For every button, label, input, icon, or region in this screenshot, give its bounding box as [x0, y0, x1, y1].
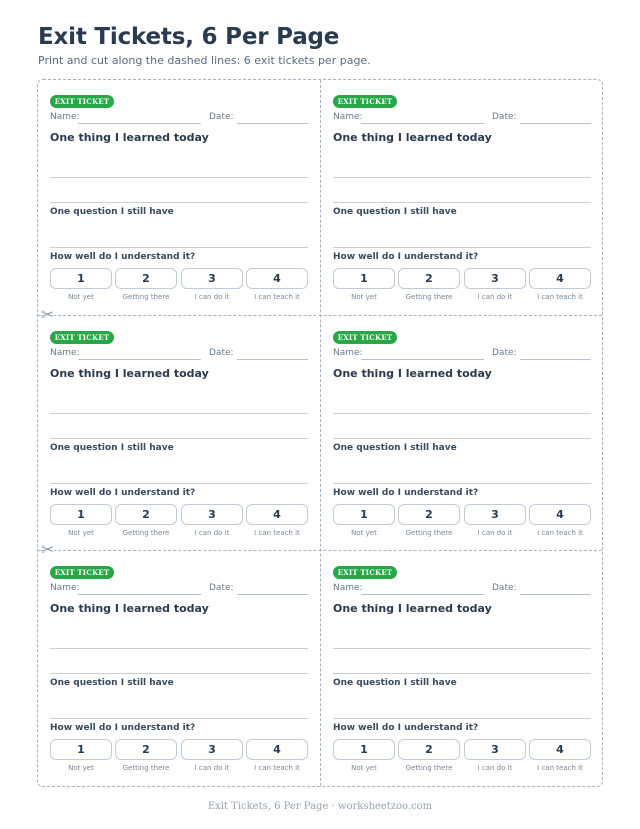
understanding-scale [50, 739, 308, 779]
learned-heading: One thing I learned today [333, 367, 492, 380]
scale-caption: Getting there [122, 529, 170, 537]
writing-line[interactable] [333, 718, 591, 719]
date-label: Date: [492, 112, 517, 122]
scale-caption: Not yet [351, 529, 377, 537]
writing-line[interactable] [50, 718, 308, 719]
scale-option-1[interactable]: 1 [333, 268, 395, 289]
scale-option-1[interactable]: 1 [333, 739, 395, 760]
scale-option-2[interactable]: 2 [115, 268, 177, 289]
scale-option-3[interactable]: 3 [464, 268, 526, 289]
exit-ticket-badge: EXIT TICKET [333, 566, 397, 579]
scale-caption: Not yet [68, 529, 94, 537]
writing-line[interactable] [50, 438, 308, 439]
scale-caption: Not yet [351, 293, 377, 301]
learned-heading: One thing I learned today [333, 602, 492, 615]
page-subtitle: Print and cut along the dashed lines: 6 exit tickets per page. [38, 54, 371, 67]
learned-heading: One thing I learned today [333, 131, 492, 144]
horizontal-cut-line [38, 315, 602, 316]
name-field[interactable] [78, 359, 201, 360]
scale-option-1[interactable]: 1 [50, 504, 112, 525]
writing-line[interactable] [50, 202, 308, 203]
understand-heading: How well do I understand it? [50, 723, 196, 733]
question-heading: One question I still have [50, 207, 174, 217]
exit-ticket [333, 95, 591, 313]
writing-line[interactable] [333, 673, 591, 674]
scale-option-2[interactable]: 2 [398, 268, 460, 289]
scale-caption: I can teach it [537, 293, 583, 301]
understanding-scale [50, 504, 308, 544]
name-label: Name: [50, 583, 80, 593]
name-field[interactable] [361, 123, 484, 124]
scissors-icon: ✂ [41, 305, 55, 324]
question-heading: One question I still have [333, 207, 457, 217]
scale-caption: I can teach it [254, 764, 300, 772]
name-label: Name: [333, 112, 363, 122]
scale-option-1[interactable]: 1 [50, 739, 112, 760]
date-label: Date: [209, 112, 234, 122]
writing-line[interactable] [50, 177, 308, 178]
scale-caption: I can teach it [254, 529, 300, 537]
name-label: Name: [333, 583, 363, 593]
scale-option-4[interactable]: 4 [529, 504, 591, 525]
understand-heading: How well do I understand it? [50, 488, 196, 498]
scale-option-4[interactable]: 4 [529, 739, 591, 760]
question-heading: One question I still have [333, 443, 457, 453]
exit-ticket [333, 331, 591, 549]
question-heading: One question I still have [50, 443, 174, 453]
writing-line[interactable] [333, 438, 591, 439]
scale-caption: Getting there [405, 529, 453, 537]
scale-option-4[interactable]: 4 [246, 268, 308, 289]
scale-caption: Not yet [68, 764, 94, 772]
exit-ticket-badge: EXIT TICKET [333, 95, 397, 108]
scale-caption: I can teach it [537, 764, 583, 772]
writing-line[interactable] [333, 177, 591, 178]
writing-line[interactable] [50, 648, 308, 649]
understand-heading: How well do I understand it? [50, 252, 196, 262]
scale-caption: I can do it [477, 293, 513, 301]
scale-option-4[interactable]: 4 [246, 739, 308, 760]
understanding-scale [50, 268, 308, 308]
scale-caption: I can do it [194, 529, 230, 537]
scale-caption: I can teach it [537, 529, 583, 537]
date-field[interactable] [520, 123, 591, 124]
scale-caption: I can do it [194, 764, 230, 772]
understanding-scale [333, 739, 591, 779]
name-label: Name: [50, 112, 80, 122]
scale-option-2[interactable]: 2 [115, 504, 177, 525]
date-label: Date: [209, 348, 234, 358]
scale-option-2[interactable]: 2 [398, 739, 460, 760]
scale-option-1[interactable]: 1 [333, 504, 395, 525]
exit-ticket [50, 331, 308, 549]
date-label: Date: [492, 583, 517, 593]
writing-line[interactable] [333, 413, 591, 414]
scale-option-3[interactable]: 3 [464, 739, 526, 760]
scale-caption: Getting there [122, 293, 170, 301]
understand-heading: How well do I understand it? [333, 488, 479, 498]
scale-caption: Getting there [405, 293, 453, 301]
name-field[interactable] [78, 594, 201, 595]
writing-line[interactable] [333, 483, 591, 484]
exit-ticket [333, 566, 591, 784]
exit-ticket-badge: EXIT TICKET [50, 331, 114, 344]
scale-caption: Not yet [351, 764, 377, 772]
exit-ticket-badge: EXIT TICKET [50, 95, 114, 108]
date-label: Date: [492, 348, 517, 358]
scale-option-2[interactable]: 2 [115, 739, 177, 760]
date-field[interactable] [237, 359, 308, 360]
vertical-cut-line [320, 80, 321, 786]
understanding-scale [333, 268, 591, 308]
scale-option-4[interactable]: 4 [246, 504, 308, 525]
understanding-scale [333, 504, 591, 544]
question-heading: One question I still have [333, 678, 457, 688]
writing-line[interactable] [50, 413, 308, 414]
writing-line[interactable] [333, 247, 591, 248]
scale-caption: Getting there [122, 764, 170, 772]
name-field[interactable] [361, 594, 484, 595]
name-field[interactable] [361, 359, 484, 360]
scale-caption: Not yet [68, 293, 94, 301]
writing-line[interactable] [333, 202, 591, 203]
scale-caption: I can do it [477, 529, 513, 537]
scale-caption: I can teach it [254, 293, 300, 301]
understand-heading: How well do I understand it? [333, 252, 479, 262]
date-field[interactable] [520, 594, 591, 595]
scale-option-3[interactable]: 3 [181, 268, 243, 289]
scale-caption: I can do it [477, 764, 513, 772]
scale-option-3[interactable]: 3 [181, 504, 243, 525]
scale-option-1[interactable]: 1 [50, 268, 112, 289]
date-label: Date: [209, 583, 234, 593]
learned-heading: One thing I learned today [50, 367, 209, 380]
question-heading: One question I still have [50, 678, 174, 688]
page-footer: Exit Tickets, 6 Per Page · worksheetzoo.com [207, 801, 433, 812]
exit-ticket-badge: EXIT TICKET [333, 331, 397, 344]
page-title: Exit Tickets, 6 Per Page [38, 24, 340, 50]
date-field[interactable] [520, 359, 591, 360]
scale-caption: Getting there [405, 764, 453, 772]
scale-option-3[interactable]: 3 [464, 504, 526, 525]
scale-option-2[interactable]: 2 [398, 504, 460, 525]
writing-line[interactable] [50, 483, 308, 484]
scale-caption: I can do it [194, 293, 230, 301]
exit-ticket-badge: EXIT TICKET [50, 566, 114, 579]
date-field[interactable] [237, 594, 308, 595]
writing-line[interactable] [50, 673, 308, 674]
date-field[interactable] [237, 123, 308, 124]
name-label: Name: [333, 348, 363, 358]
exit-ticket [50, 95, 308, 313]
learned-heading: One thing I learned today [50, 602, 209, 615]
writing-line[interactable] [50, 247, 308, 248]
name-label: Name: [50, 348, 80, 358]
learned-heading: One thing I learned today [50, 131, 209, 144]
name-field[interactable] [78, 123, 201, 124]
scissors-icon: ✂ [41, 540, 55, 559]
scale-option-4[interactable]: 4 [529, 268, 591, 289]
horizontal-cut-line [38, 550, 602, 551]
scale-option-3[interactable]: 3 [181, 739, 243, 760]
exit-ticket [50, 566, 308, 784]
writing-line[interactable] [333, 648, 591, 649]
understand-heading: How well do I understand it? [333, 723, 479, 733]
